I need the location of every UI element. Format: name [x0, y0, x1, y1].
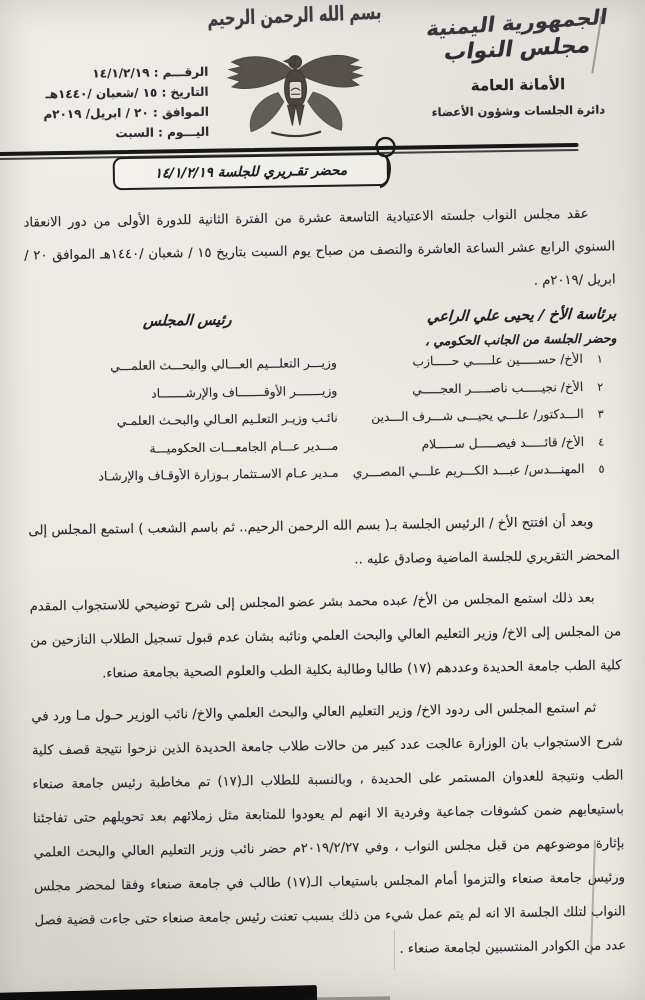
- opening-paragraph: عقد مجلس النواب جلسته الاعتيادية التاسعة عشرة من الفترة الثانية للدورة الأولى من دور الانعقاد السنوي الرابع عشر الساعة العاشرة والنصف من صباح يوم السبت بتاريخ ١٥ / شعبان /١٤٤٠هـ الموافق ٢٠ / ابريل /٢٠١٩م .: [23, 206, 616, 289]
- attendee-role: مـــدير عـــام الجامعـــات الحكوميـــة: [149, 438, 339, 456]
- doc-day: اليـــوم : السبت: [115, 124, 210, 141]
- attendee-role: نائـب وزيـر التعلـيم العـالي والبحـث العلمـي: [116, 410, 338, 429]
- document-meta: [13, 62, 209, 145]
- attendee-number: ١: [596, 352, 603, 366]
- attendance-heading: وحضر الجلسة من الجانب الحكومي ،: [424, 330, 617, 349]
- session-title: محضر تقـريري للجلسة ١٤/١/٢/١٩: [154, 162, 348, 182]
- attendee-name: المهنـــدس/ عبـــد الكـــريم علـــي المصـــري: [352, 461, 585, 480]
- attendee-role: مـدير عـام الاسـتثمار بـوزارة الأوقـاف والإرشـاد: [98, 465, 339, 484]
- session-title-banner: [113, 153, 389, 190]
- paper-crease: [394, 930, 395, 970]
- secretariat-title: الأمانة العامة: [470, 75, 566, 95]
- attendee-number: ٢: [597, 380, 604, 394]
- attendee-role: وزيـــر التعلـــيم العـــالي والبحـــث العلمـــي: [110, 355, 337, 374]
- attendee-name: الأخ/ حســـــين علـــــي حـــــازب: [412, 351, 583, 369]
- doc-number: الرقـــم : ١٤/١/٢/١٩: [92, 64, 209, 81]
- attendees-list: [26, 351, 619, 498]
- scroll-curl-icon: [372, 137, 399, 189]
- paragraph-minister-response: ثم استمع المجلس الى ردود الاخ/ وزير التعليم العالي والبحث العلمي والاخ/ نائب الوزير حـول مـا ورد في شرح الاستجواب بان الوزارة عالجت عدد كبير من حالات طلاب جامعة الحديدة الذين نزحوا نتيجة قصف كلية الطب ونتيجة للعدوان المستمر على الحديدة ، وبالنسبة للطلاب الـ(١٧) تم مخاطبة رئيس جامعة صنعاء باستيعابهم ضمن كشوفات جماعية وفردية الا انهم لم يعودوا للمتابعة مثل زملائهم بعد تحويلهم حتى تفاجئنا بإثارة موضوعهم من قبل مجلس النواب ، وفي ٢٠١٩/٢/٢٧م حضر نائب وزير التعليم العالي والبحث العلمي ورئيس جامعة صنعاء والتزموا أمام المجلس باستيعاب الـ(١٧) طالب في جامعة صنعاء وفقا لمحضر مجلس النواب لتلك الجلسة الا انه لم يتم عمل شيء من ذلك بسبب تعنت رئيس جامعة صنعاء حتى جاءت قضية فصل عدد من الكوادر المنتسبين لجامعة صنعاء .: [31, 700, 627, 957]
- attendee-name: الأخ/ نجيـــــب ناصـــــر العجـــــي: [412, 379, 584, 397]
- attendee-number: ٣: [597, 407, 604, 421]
- attendee-number: ٤: [598, 435, 605, 449]
- paragraph-opening-session: وبعد أن افتتح الأخ / الرئيس الجلسة بـ( بسم الله الرحمن الرحيم.. ثم باسم الشعب ) استمع المجلس إلى المحضر التقريري للجلسة الماضية وصادق عليه ..: [28, 514, 621, 568]
- scan-shadow: [300, 996, 390, 1000]
- doc-gregorian-date: الموافق : ٢٠ / ابريل/ ٢٠١٩م: [43, 104, 209, 122]
- council-name: مجلس النواب: [442, 33, 593, 66]
- chairman-title: رئيس المجلس: [142, 312, 233, 330]
- yemen-eagle-emblem-icon: [215, 45, 376, 140]
- attendee-name: الأخ/ قائـــــد فيصـــــل ســـــلام: [421, 434, 585, 451]
- basmala-calligraphy: بسم الله الرحمن الرحيم: [207, 1, 382, 32]
- attendee-name: الـــدكتور/ علـــي يحيـــى شـــرف الـــدين: [371, 406, 584, 425]
- paragraph-interpellation: بعد ذلك استمع المجلس من الأخ/ عبده محمد بشر عضو المجلس إلى شرح توضيحي للاستجواب المقدم من المجلس إلى الاخ/ وزير التعليم العالي والبحث العلمي ونائبه بشان عدم قبول تسجيل الطلاب النازحين من كلية الطب جامعة الحديدة وعددهم (١٧) طالبا وطالبة بكلية الطب والعلوم الصحية بجامعة صنعاء.: [29, 590, 622, 681]
- attendee-role: وزيـــــــر الأوقـــــــاف والإرشـــــــاد: [151, 383, 338, 401]
- doc-hijri-date: التاريخ : ١٥ /شعبان /١٤٤٠هـ: [45, 84, 209, 102]
- republic-name: الجمهورية اليمنية: [425, 4, 610, 41]
- department-title: دائرة الجلسات وشؤون الأعضاء: [431, 102, 606, 120]
- minutes-body: [0, 185, 645, 973]
- chairman-name: برئاسة الأخ / يحيى علي الراعي: [426, 306, 617, 326]
- attendee-number: ٥: [598, 462, 605, 476]
- presidency-line: [25, 306, 616, 331]
- letterhead: [404, 4, 631, 120]
